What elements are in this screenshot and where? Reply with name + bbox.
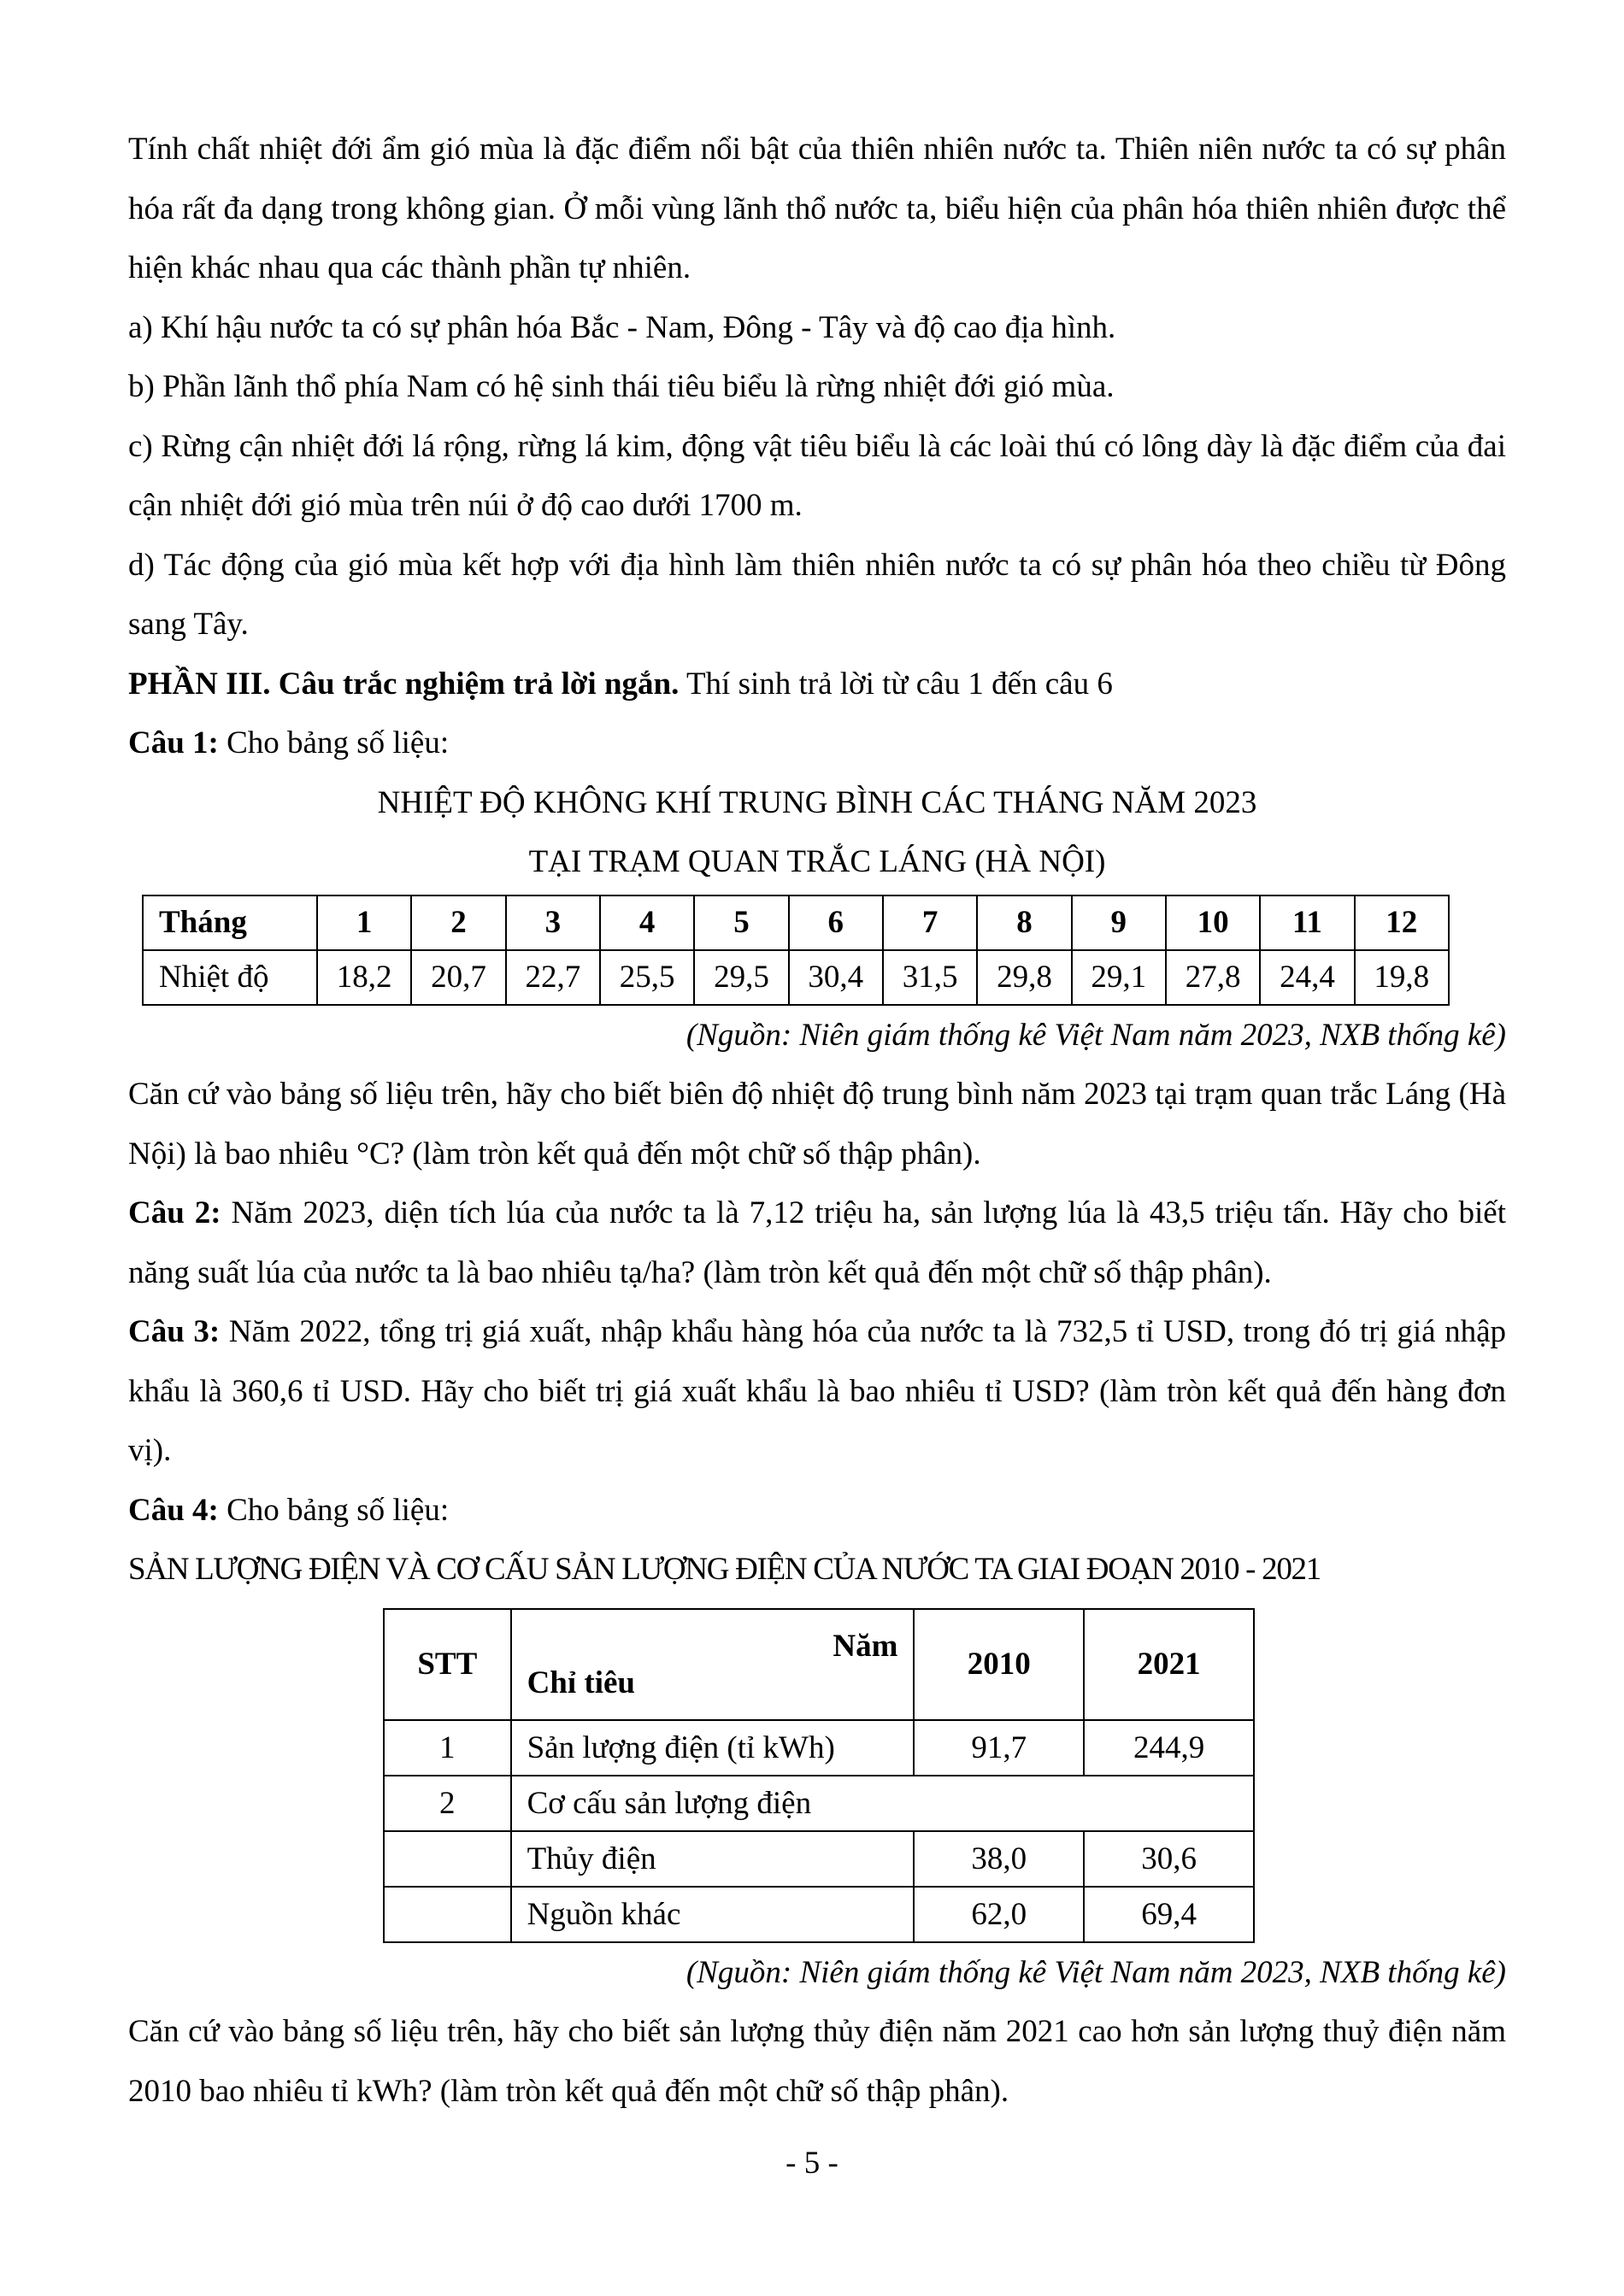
cell-item: Nguồn khác — [511, 1887, 915, 1942]
month-cell: 11 — [1260, 895, 1354, 950]
month-cell: 12 — [1355, 895, 1449, 950]
table-row — [143, 895, 1449, 950]
header-stt: STT — [384, 1609, 511, 1720]
month-cell: 1 — [317, 895, 411, 950]
table-row-header: Tháng — [143, 895, 317, 950]
question-1-label: Câu 1: — [128, 725, 219, 760]
month-cell: 9 — [1072, 895, 1166, 950]
statement-c: c) Rừng cận nhiệt đới lá rộng, rừng lá kim, động vật tiêu biểu là các loài thú có lông dày là đặc điểm của đai cận nhiệt đới gió mùa trên núi ở độ cao dưới 1700 m. — [128, 428, 1506, 523]
question-4-label: Câu 4: — [128, 1492, 219, 1528]
question-1-text-body: Căn cứ vào bảng số liệu trên, hãy cho biết biên độ nhiệt độ trung bình năm 2023 tại trạm quan trắc Láng (Hà Nội) là bao nhiêu °C? (làm tròn kết quả đến một chữ số thập phân). — [128, 1077, 1506, 1171]
month-cell: 5 — [694, 895, 788, 950]
cell-value: 62,0 — [914, 1887, 1084, 1942]
part3-instruction: Thí sinh trả lời từ câu 1 đến câu 6 — [679, 666, 1113, 702]
table-row — [384, 1776, 1254, 1831]
temperature-cell: 27,8 — [1166, 950, 1260, 1005]
question-1-intro — [128, 713, 1506, 773]
cell-value: 91,7 — [914, 1720, 1084, 1776]
question-2 — [128, 1183, 1506, 1302]
cell-stt — [384, 1831, 511, 1887]
table-2-title: SẢN LƯỢNG ĐIỆN VÀ CƠ CẤU SẢN LƯỢNG ĐIỆN CỦA NƯỚC TA GIAI ĐOẠN 2010 - 2021 — [128, 1552, 1321, 1587]
statement-a: a) Khí hậu nước ta có sự phân hóa Bắc - Nam, Đông - Tây và độ cao địa hình. — [128, 309, 1116, 345]
header-diagonal-cell — [511, 1609, 915, 1720]
question-1-text: Cho bảng số liệu: — [218, 725, 450, 760]
temperature-table — [142, 895, 1450, 1006]
month-cell: 2 — [411, 895, 505, 950]
table-1-title-line-2: TẠI TRẠM QUAN TRẮC LÁNG (HÀ NỘI) — [528, 844, 1106, 879]
month-cell: 4 — [600, 895, 694, 950]
header-item: Chỉ tiêu — [527, 1665, 636, 1700]
temperature-cell: 22,7 — [506, 950, 600, 1005]
table-2-source: (Nguồn: Niên giám thống kê Việt Nam năm 2023, NXB thống kê) — [685, 1954, 1506, 1990]
cell-value: 69,4 — [1084, 1887, 1254, 1942]
table-1-source: (Nguồn: Niên giám thống kê Việt Nam năm 2023, NXB thống kê) — [685, 1017, 1506, 1053]
temperature-cell: 31,5 — [883, 950, 977, 1005]
temperature-cell: 29,1 — [1072, 950, 1166, 1005]
cell-item: Sản lượng điện (tỉ kWh) — [511, 1720, 915, 1776]
cell-stt — [384, 1887, 511, 1942]
month-cell: 3 — [506, 895, 600, 950]
table-row-header: Nhiệt độ — [143, 950, 317, 1005]
table-1-title-line-1: NHIỆT ĐỘ KHÔNG KHÍ TRUNG BÌNH CÁC THÁNG NĂM 2023 — [377, 784, 1257, 820]
statement-b: b) Phần lãnh thổ phía Nam có hệ sinh thái tiêu biểu là rừng nhiệt đới gió mùa. — [128, 369, 1115, 404]
question-3 — [128, 1302, 1506, 1481]
page-number: - 5 - — [786, 2146, 838, 2181]
question-4-text: Cho bảng số liệu: — [218, 1492, 450, 1528]
question-3-text: Năm 2022, tổng trị giá xuất, nhập khẩu hàng hóa của nước ta là 732,5 tỉ USD, trong đó trị giá nhập khẩu là 360,6 tỉ USD. Hãy cho biết trị giá xuất khẩu là bao nhiêu tỉ USD? (làm tròn kết quả đến hàng đơn vị). — [128, 1314, 1507, 1468]
temperature-cell: 20,7 — [411, 950, 505, 1005]
header-2021: 2021 — [1084, 1609, 1254, 1720]
temperature-cell: 24,4 — [1260, 950, 1354, 1005]
question-3-label: Câu 3: — [128, 1314, 221, 1349]
cell-item: Thủy điện — [511, 1831, 915, 1887]
temperature-cell: 30,4 — [789, 950, 883, 1005]
part3-heading: PHẦN III. Câu trắc nghiệm trả lời ngắn. — [128, 666, 680, 702]
question-4-intro — [128, 1481, 1506, 1541]
electricity-table — [383, 1608, 1255, 1943]
table-row — [384, 1720, 1254, 1776]
month-cell: 6 — [789, 895, 883, 950]
header-year: Năm — [833, 1628, 898, 1664]
table-row — [384, 1887, 1254, 1942]
temperature-cell: 29,5 — [694, 950, 788, 1005]
document-page — [128, 120, 1506, 2121]
table-row — [384, 1609, 1254, 1720]
statement-d: d) Tác động của gió mùa kết hợp với địa hình làm thiên nhiên nước ta có sự phân hóa theo chiều từ Đông sang Tây. — [128, 547, 1506, 642]
temperature-cell: 18,2 — [317, 950, 411, 1005]
header-2010: 2010 — [914, 1609, 1084, 1720]
intro-paragraph: Tính chất nhiệt đới ẩm gió mùa là đặc điểm nổi bật của thiên nhiên nước ta. Thiên niên nước ta có sự phân hóa rất đa dạng trong không gian. Ở mỗi vùng lãnh thổ nước ta, biểu hiện của phân hóa thiên nhiên được thể hiện khác nhau qua các thành phần tự nhiên. — [128, 132, 1506, 285]
cell-value: 30,6 — [1084, 1831, 1254, 1887]
cell-stt: 2 — [384, 1776, 511, 1831]
cell-stt: 1 — [384, 1720, 511, 1776]
table-row — [384, 1831, 1254, 1887]
month-cell: 10 — [1166, 895, 1260, 950]
temperature-cell: 29,8 — [977, 950, 1071, 1005]
temperature-cell: 25,5 — [600, 950, 694, 1005]
temperature-cell: 19,8 — [1355, 950, 1449, 1005]
cell-item: Cơ cấu sản lượng điện — [511, 1776, 1254, 1831]
part3-line — [128, 655, 1506, 714]
question-4-text-body: Căn cứ vào bảng số liệu trên, hãy cho biết sản lượng thủy điện năm 2021 cao hơn sản lượng thuỷ điện năm 2010 bao nhiêu tỉ kWh? (làm tròn kết quả đến một chữ số thập phân). — [128, 2014, 1506, 2109]
cell-value: 244,9 — [1084, 1720, 1254, 1776]
month-cell: 8 — [977, 895, 1071, 950]
cell-value: 38,0 — [914, 1831, 1084, 1887]
table-row — [143, 950, 1449, 1005]
question-2-label: Câu 2: — [128, 1195, 221, 1230]
month-cell: 7 — [883, 895, 977, 950]
question-2-text: Năm 2023, diện tích lúa của nước ta là 7,12 triệu ha, sản lượng lúa là 43,5 triệu tấn. Hãy cho biết năng suất lúa của nước ta là bao nhiêu tạ/ha? (làm tròn kết quả đến một chữ số thập phân). — [128, 1195, 1506, 1290]
